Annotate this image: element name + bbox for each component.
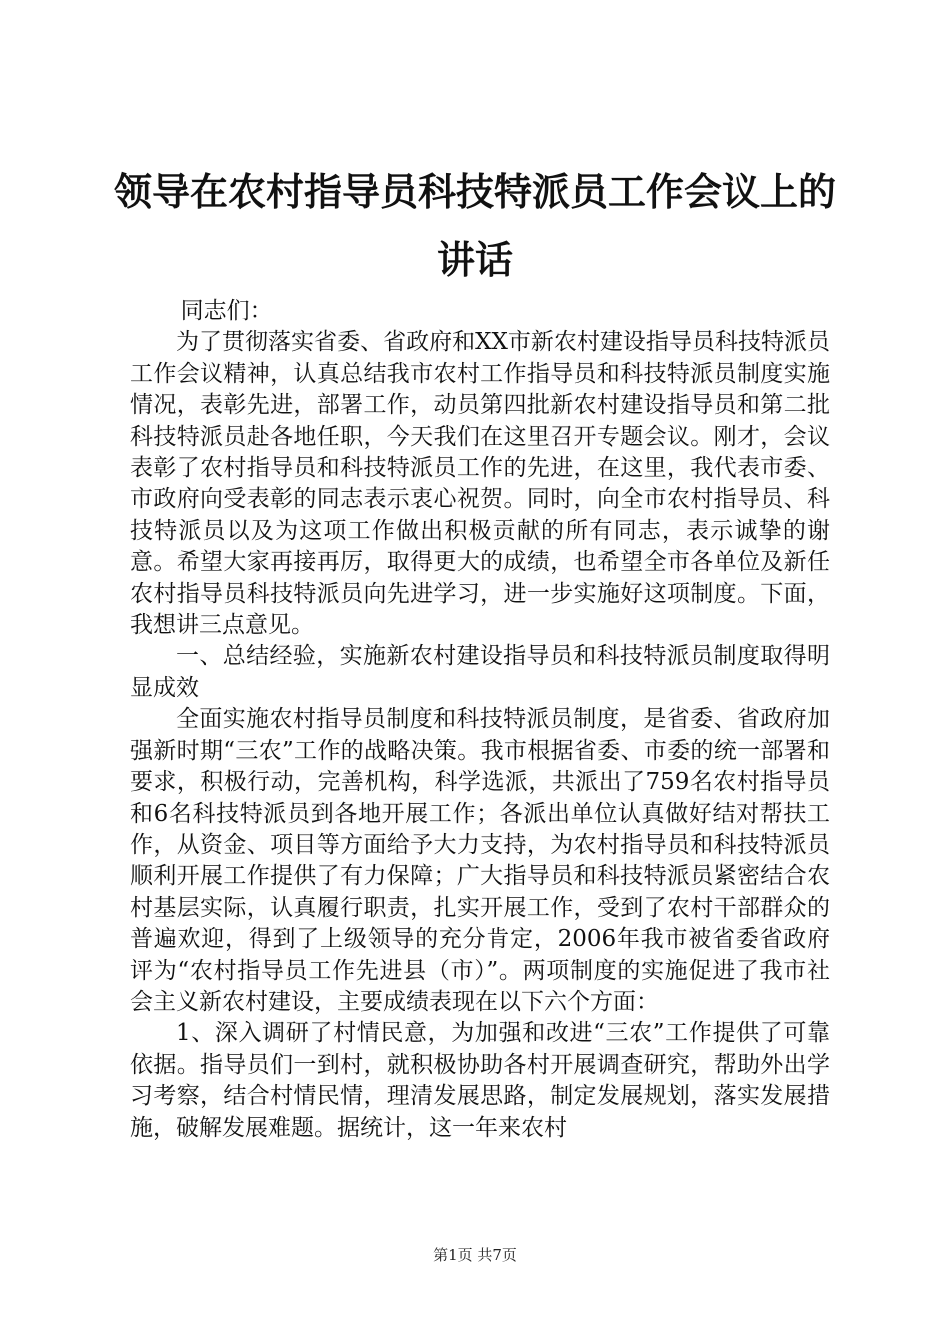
salutation: 同志们：: [180, 298, 273, 324]
document-title: 领导在农村指导员科技特派员工作会议上的讲话: [113, 170, 836, 282]
paragraph-point-1: 1、深入调研了村情民意，为加强和改进“三农”工作提供了可靠依据。指导员们一到村，就积极协助各村开展调查研究，帮助外出学习考察，结合村情民情，理清发展思路，制定发展规划，落实发展措施，破解发展难题。据统计，这一年来农村: [130, 1020, 830, 1141]
document-body: [130, 296, 830, 1144]
paragraph-section-1: 全面实施农村指导员制度和科技特派员制度，是省委、省政府加强新时期“三农”工作的战略决策。我市根据省委、市委的统一部署和要求，积极行动，完善机构，科学选派，共派出了759名农村指导员和6名科技特派员到各地开展工作；各派出单位认真做好结对帮扶工作，从资金、项目等方面给予大力支持，为农村指导员和科技特派员顺利开展工作提供了有力保障；广大指导员和科技特派员紧密结合农村基层实际，认真履行职责，扎实开展工作，受到了农村干部群众的普遍欢迎，得到了上级领导的充分肯定，2006年我市被省委省政府评为“农村指导员工作先进县（市）”。两项制度的实施促进了我市社会主义新农村建设，主要成绩表现在以下六个方面：: [130, 706, 830, 1015]
paragraph-intro: 为了贯彻落实省委、省政府和XX市新农村建设指导员科技特派员工作会议精神，认真总结我市农村工作指导员和科技特派员制度实施情况，表彰先进，部署工作，动员第四批新农村建设指导员和第二批科技特派员赴各地任职，今天我们在这里召开专题会议。刚才，会议表彰了农村指导员和科技特派员工作的先进，在这里，我代表市委、市政府向受表彰的同志表示衷心祝贺。同时，向全市农村指导员、科技特派员以及为这项工作做出积极贡献的所有同志，表示诚挚的谢意。希望大家再接再厉，取得更大的成绩，也希望全市各单位及新任农村指导员科技特派员向先进学习，进一步实施好这项制度。下面，我想讲三点意见。: [130, 329, 830, 639]
section-heading-1: 一、总结经验，实施新农村建设指导员和科技特派员制度取得明显成效: [130, 643, 830, 701]
page-footer: 第1页 共7页: [433, 1246, 517, 1264]
